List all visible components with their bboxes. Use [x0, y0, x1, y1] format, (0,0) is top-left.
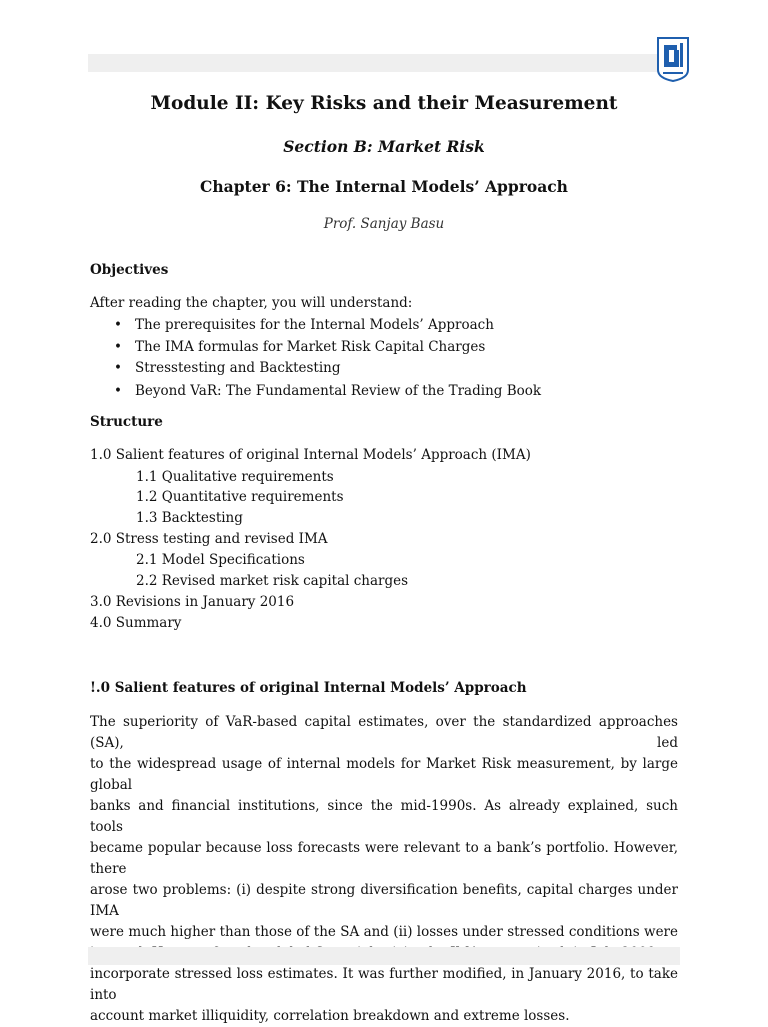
bullet-icon: •: [114, 339, 122, 355]
structure-item: 4.0 Summary: [90, 615, 182, 631]
module-title: Module II: Key Risks and their Measurement: [150, 93, 618, 114]
bullet-icon: •: [114, 317, 122, 333]
structure-item: 3.0 Revisions in January 2016: [90, 594, 295, 610]
paragraph-line: arose two problems: (i) despite strong diversification benefits, capital charges under IMA: [90, 882, 678, 919]
structure-item: 2.0 Stress testing and revised IMA: [90, 531, 328, 547]
bullet-icon: •: [114, 383, 122, 399]
institution-logo-icon: [656, 36, 690, 82]
structure-subitem: 2.2 Revised market risk capital charges: [136, 573, 409, 589]
paragraph-line: account market illiquidity, correlation breakdown and extreme losses.: [90, 1008, 570, 1024]
paragraph-line: to the widespread usage of internal models for Market Risk measurement, by large global: [90, 756, 678, 793]
structure-subitem: 1.1 Qualitative requirements: [136, 469, 334, 485]
structure-subitem: 2.1 Model Specifications: [136, 552, 305, 568]
author-name: Prof. Sanjay Basu: [323, 216, 445, 232]
structure-subitem: 1.2 Quantitative requirements: [136, 489, 344, 505]
footer-band: [88, 947, 680, 965]
paragraph-line: banks and financial institutions, since the mid-1990s. As already explained, such tools: [90, 798, 678, 835]
section-heading: !.0 Salient features of original Internal Models’ Approach: [90, 680, 527, 696]
chapter-title: Chapter 6: The Internal Models’ Approach: [200, 177, 568, 196]
structure-subitem: 1.3 Backtesting: [136, 510, 243, 526]
objectives-intro: After reading the chapter, you will understand:: [90, 295, 413, 311]
body-paragraph: [90, 712, 678, 1027]
section-title: Section B: Market Risk: [283, 137, 485, 156]
objectives-heading: Objectives: [90, 262, 169, 278]
paragraph-line: The superiority of VaR-based capital estimates, over the standardized approaches (SA), led: [90, 714, 678, 751]
paragraph-line: incorporate stressed loss estimates. It was further modified, in January 2016, to take into: [90, 966, 678, 1003]
header-band: [88, 54, 680, 72]
paragraph-line: became popular because loss forecasts were relevant to a bank’s portfolio. However, there: [90, 840, 678, 877]
objective-text: The prerequisites for the Internal Models’ Approach: [135, 317, 494, 333]
objective-text: The IMA formulas for Market Risk Capital Charges: [135, 339, 486, 355]
objective-text: Beyond VaR: The Fundamental Review of the Trading Book: [135, 383, 542, 399]
structure-heading: Structure: [90, 414, 163, 430]
bullet-icon: •: [114, 360, 122, 376]
objective-text: Stresstesting and Backtesting: [135, 360, 341, 376]
paragraph-line: were much higher than those of the SA and (ii) losses under stressed conditions were: [90, 924, 678, 940]
structure-item: 1.0 Salient features of original Internal Models’ Approach (IMA): [90, 447, 531, 463]
